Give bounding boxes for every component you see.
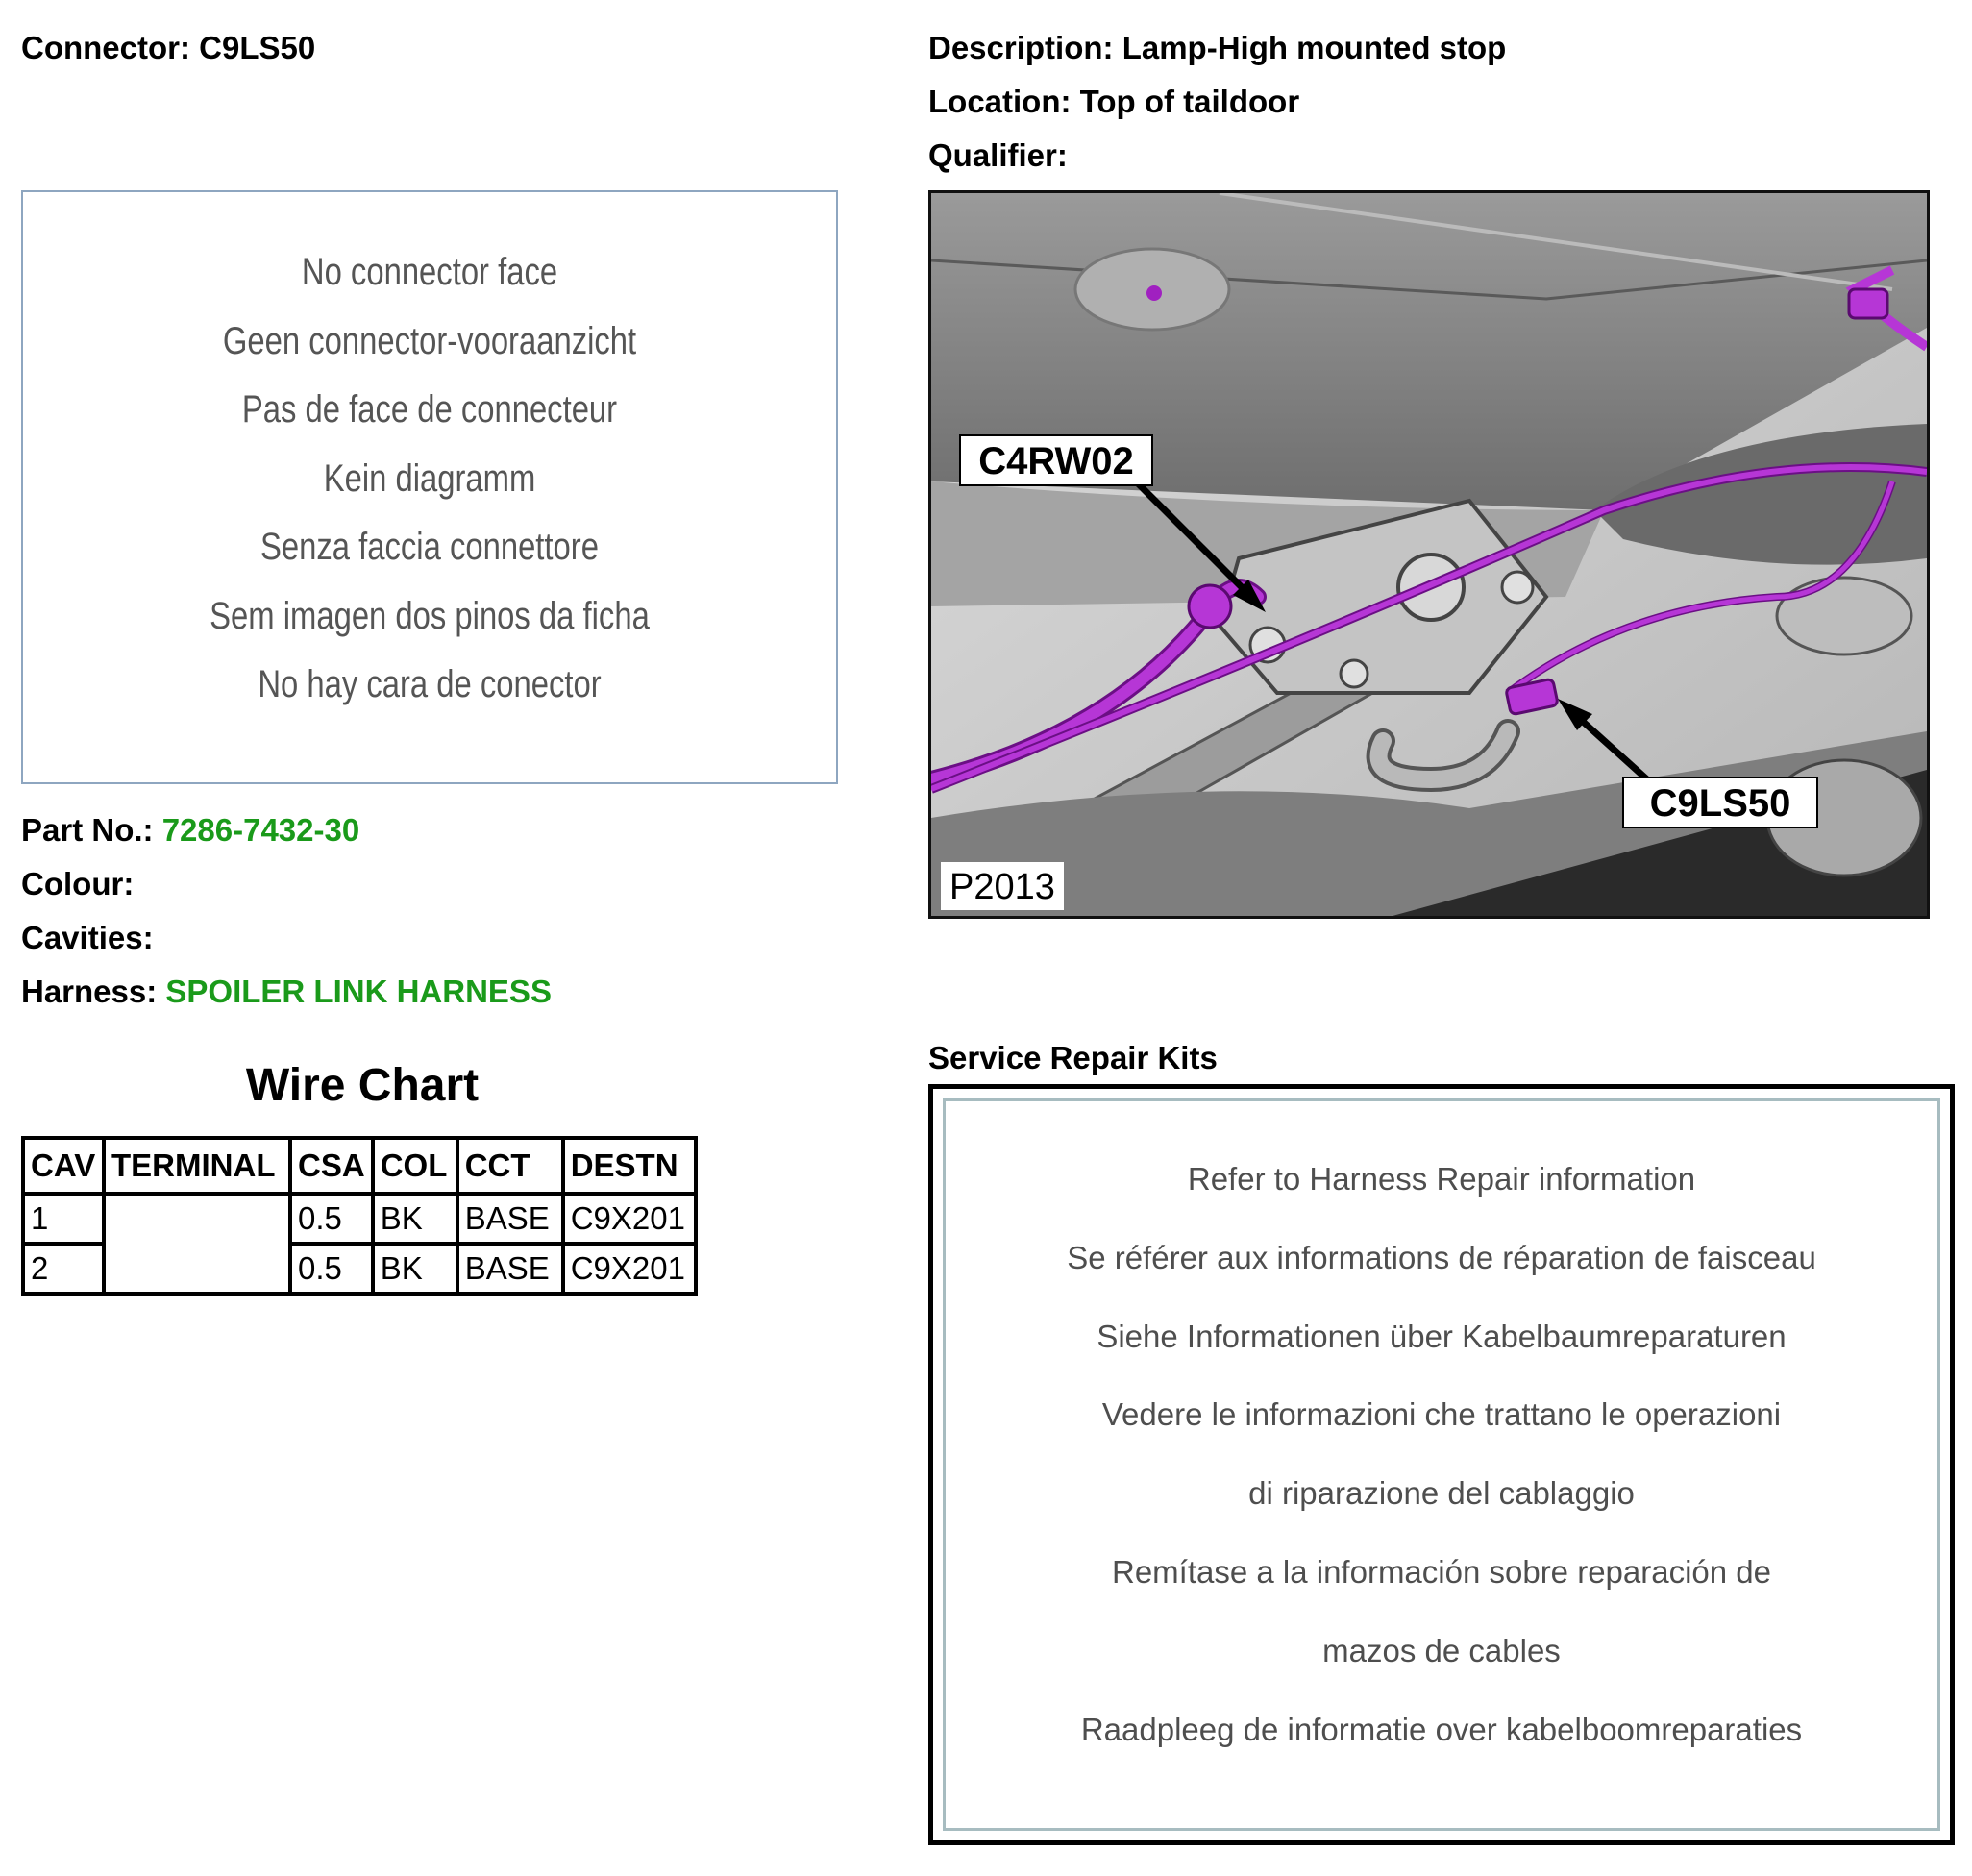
- cell-cav: 2: [23, 1244, 104, 1294]
- harness-link[interactable]: SPOILER LINK HARNESS: [165, 974, 552, 1009]
- colour-label: Colour:: [21, 866, 135, 901]
- location-label: Location:: [928, 84, 1072, 119]
- cell-csa: 0.5: [290, 1244, 373, 1294]
- cell-col: BK: [373, 1244, 457, 1294]
- kit-line: Refer to Harness Repair information: [1187, 1161, 1696, 1197]
- kit-line: di riparazione del cablaggio: [1248, 1475, 1635, 1512]
- no-connector-face-text: [23, 238, 836, 720]
- figure-id: P2013: [949, 867, 1055, 907]
- part-no-field: [21, 811, 359, 850]
- harness-label: Harness:: [21, 974, 158, 1009]
- location-field: [928, 83, 1299, 121]
- cell-cct: BASE: [457, 1244, 563, 1294]
- wire-chart-title: Wire Chart: [245, 1060, 480, 1111]
- table-row: [23, 1194, 696, 1244]
- no-face-line: No connector face: [301, 251, 558, 293]
- cell-col: BK: [373, 1194, 457, 1244]
- col-col: COL: [373, 1138, 457, 1194]
- col-cct: CCT: [457, 1138, 563, 1194]
- location-photo: [928, 190, 1930, 919]
- part-no-link[interactable]: 7286-7432-30: [161, 812, 360, 848]
- callout-c9ls50: C9LS50: [1649, 782, 1791, 825]
- service-repair-kits-text: [946, 1140, 1937, 1768]
- cell-terminal: [104, 1194, 290, 1294]
- cell-cav: 1: [23, 1194, 104, 1244]
- no-face-line: No hay cara de conector: [258, 663, 602, 705]
- no-face-line: Kein diagramm: [323, 457, 536, 500]
- col-csa: CSA: [290, 1138, 373, 1194]
- description-value: Lamp-High mounted stop: [1122, 30, 1507, 65]
- colour-field: [21, 865, 134, 903]
- service-repair-kits-title: Service Repair Kits: [928, 1040, 1218, 1075]
- kit-line: Se référer aux informations de réparation de faisceau: [1067, 1239, 1816, 1275]
- location-value: Top of taildoor: [1079, 84, 1300, 119]
- harness-field: [21, 973, 552, 1011]
- kit-line: Vedere le informazioni che trattano le operazioni: [1101, 1396, 1782, 1433]
- cell-csa: 0.5: [290, 1194, 373, 1244]
- no-face-line: Senza faccia connettore: [260, 526, 599, 568]
- connector-value: C9LS50: [199, 30, 316, 65]
- connector-label: Connector:: [21, 30, 190, 65]
- col-destn: DESTN: [563, 1138, 696, 1194]
- connector-field: [21, 29, 315, 67]
- qualifier-label: Qualifier:: [928, 137, 1068, 173]
- col-cav: CAV: [23, 1138, 104, 1194]
- cavities-label: Cavities:: [21, 920, 154, 955]
- no-face-line: Sem imagen dos pinos da ficha: [210, 594, 650, 637]
- col-terminal: TERMINAL: [104, 1138, 290, 1194]
- taildoor-illustration: [931, 193, 1927, 916]
- wire-chart-table: [21, 1136, 698, 1296]
- table-header-row: [23, 1138, 696, 1194]
- callout-c4rw02: C4RW02: [978, 440, 1134, 482]
- service-repair-kits-box: [928, 1084, 1955, 1845]
- description-label: Description:: [928, 30, 1114, 65]
- part-no-label: Part No.:: [21, 812, 154, 848]
- kit-line: Remítase a la información sobre reparación de: [1111, 1553, 1772, 1590]
- connector-face-placeholder: [21, 190, 838, 784]
- kit-line: mazos de cables: [1322, 1632, 1561, 1668]
- no-face-line: Geen connector-vooraanzicht: [222, 319, 637, 362]
- qualifier-field: [928, 136, 1068, 175]
- kit-line: Raadpleeg de informatie over kabelboomreparaties: [1080, 1711, 1803, 1747]
- kit-line: Siehe Informationen über Kabelbaumreparaturen: [1097, 1318, 1787, 1354]
- cell-cct: BASE: [457, 1194, 563, 1244]
- service-repair-kits-inner: [943, 1098, 1940, 1831]
- description-field: [928, 29, 1506, 67]
- cell-destn: C9X201: [563, 1194, 696, 1244]
- cavities-field: [21, 919, 154, 957]
- no-face-line: Pas de face de connecteur: [241, 388, 618, 431]
- cell-destn: C9X201: [563, 1244, 696, 1294]
